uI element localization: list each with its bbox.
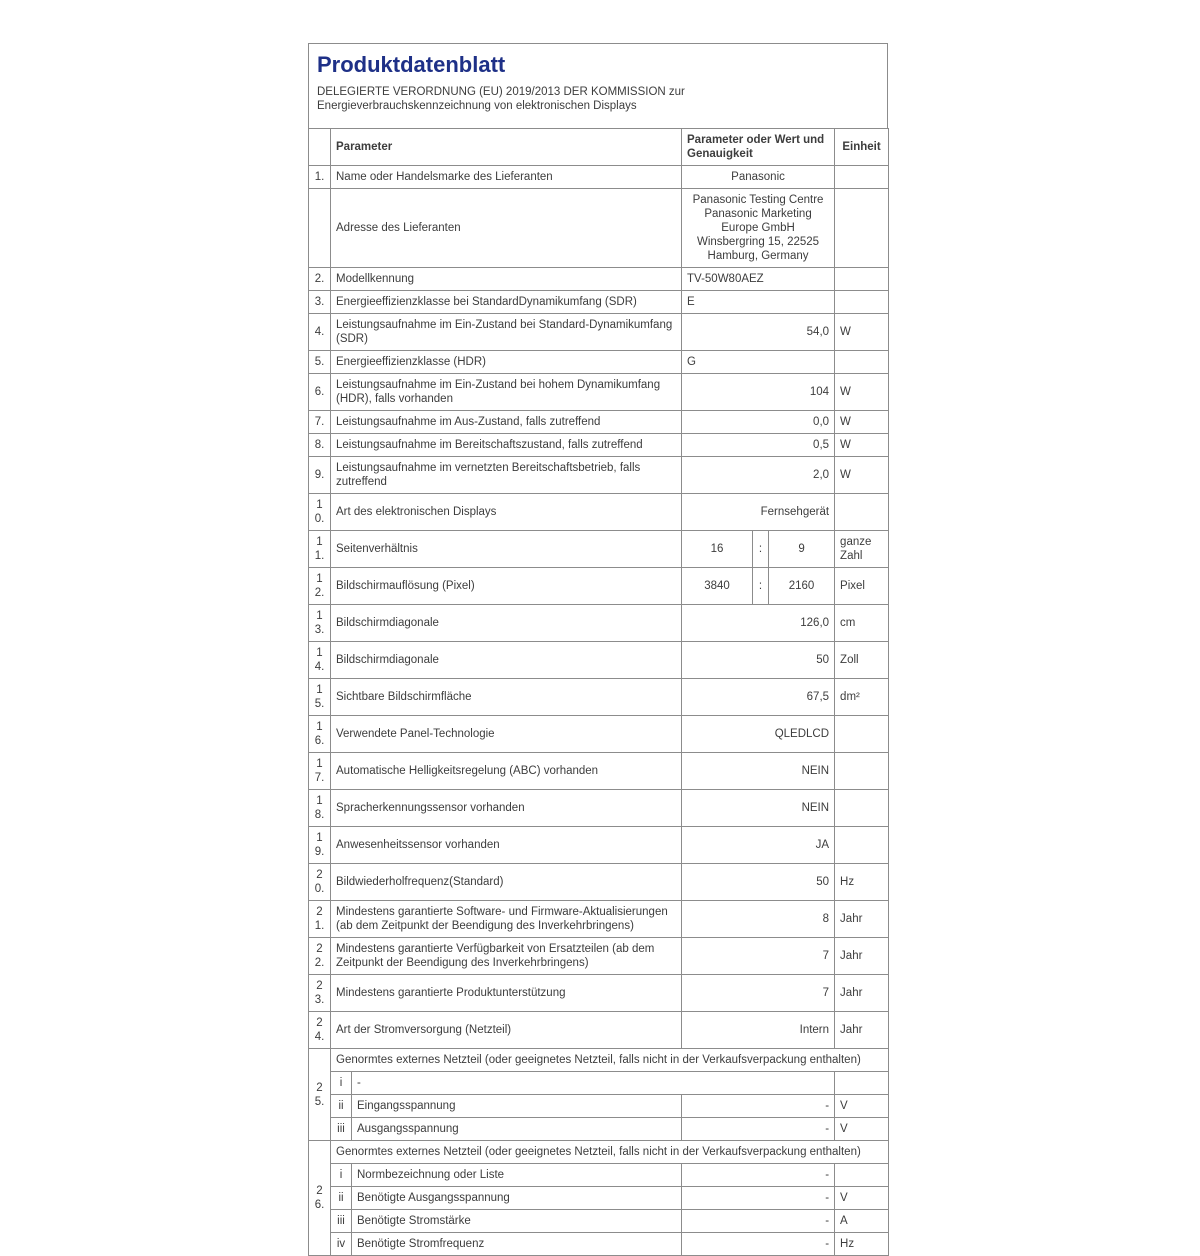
row-value: 0,0	[682, 411, 835, 434]
row-unit: Jahr	[835, 1012, 889, 1049]
subrow-value: -	[682, 1095, 835, 1118]
row-label: Mindestens garantierte Verfügbarkeit von Ersatzteilen (ab dem Zeitpunkt der Beendigung des Inverkehrbringens)	[331, 938, 682, 975]
row-unit	[835, 753, 889, 790]
row-value: 126,0	[682, 605, 835, 642]
row-value: Panasonic	[682, 166, 835, 189]
row-unit: W	[835, 374, 889, 411]
subrow-label: Benötigte Stromstärke	[352, 1210, 682, 1233]
row-unit: Hz	[835, 864, 889, 901]
row-value: 7	[682, 975, 835, 1012]
table-row	[309, 351, 889, 374]
table-subrow	[309, 1118, 889, 1141]
group-description: Genormtes externes Netzteil (oder geeignetes Netzteil, falls nicht in der Verkaufsverpackung enthalten)	[331, 1049, 889, 1072]
row-unit: W	[835, 314, 889, 351]
row-unit: Pixel	[835, 568, 889, 605]
row-number: 4.	[309, 314, 331, 351]
row-unit	[835, 827, 889, 864]
row-unit: Jahr	[835, 901, 889, 938]
header-parameter: Parameter	[331, 129, 682, 166]
row-unit	[835, 716, 889, 753]
row-number: 10.	[309, 494, 331, 531]
row-label: Leistungsaufnahme im Bereitschaftszustand, falls zutreffend	[331, 434, 682, 457]
row-label: Art des elektronischen Displays	[331, 494, 682, 531]
table-row	[309, 753, 889, 790]
row-value-first: 16	[682, 531, 753, 568]
row-label: Leistungsaufnahme im Ein-Zustand bei Standard-Dynamikumfang (SDR)	[331, 314, 682, 351]
row-value: 50	[682, 864, 835, 901]
row-unit: Jahr	[835, 975, 889, 1012]
table-row	[309, 790, 889, 827]
row-number: 7.	[309, 411, 331, 434]
subrow-label: Normbezeichnung oder Liste	[352, 1164, 682, 1187]
subrow-unit: Hz	[835, 1233, 889, 1256]
row-value: 54,0	[682, 314, 835, 351]
subrow-number: iv	[331, 1233, 352, 1256]
row-value: 50	[682, 642, 835, 679]
row-label: Leistungsaufnahme im Aus-Zustand, falls zutreffend	[331, 411, 682, 434]
subrow-number: ii	[331, 1095, 352, 1118]
table-row	[309, 291, 889, 314]
table-row	[309, 494, 889, 531]
row-value: 2,0	[682, 457, 835, 494]
row-number: 14.	[309, 642, 331, 679]
subtitle-line-2: Energieverbrauchskennzeichnung von elektronischen Displays	[317, 100, 637, 112]
row-unit: Zoll	[835, 642, 889, 679]
subrow-value: -	[682, 1164, 835, 1187]
row-number: 9.	[309, 457, 331, 494]
row-value: 8	[682, 901, 835, 938]
row-label: Name oder Handelsmarke des Lieferanten	[331, 166, 682, 189]
subrow-label: Ausgangsspannung	[352, 1118, 682, 1141]
table-row	[309, 975, 889, 1012]
row-number: 12.	[309, 568, 331, 605]
table-row	[309, 374, 889, 411]
subrow-label: Benötigte Stromfrequenz	[352, 1233, 682, 1256]
row-label: Bildschirmauflösung (Pixel)	[331, 568, 682, 605]
subrow-unit	[835, 1164, 889, 1187]
subrow-value: -	[682, 1233, 835, 1256]
table-header-row	[309, 129, 889, 166]
row-label: Adresse des Lieferanten	[331, 189, 682, 268]
row-value: JA	[682, 827, 835, 864]
row-value: G	[682, 351, 835, 374]
row-number: 6.	[309, 374, 331, 411]
table-subrow	[309, 1187, 889, 1210]
row-number: 21.	[309, 901, 331, 938]
row-number: 13.	[309, 605, 331, 642]
row-value: 7	[682, 938, 835, 975]
row-label: Energieeffizienzklasse bei StandardDynamikumfang (SDR)	[331, 291, 682, 314]
row-number: 18.	[309, 790, 331, 827]
row-number: 5.	[309, 351, 331, 374]
subrow-value: -	[682, 1187, 835, 1210]
row-label: Bildwiederholfrequenz(Standard)	[331, 864, 682, 901]
subrow-number: iii	[331, 1210, 352, 1233]
row-label: Anwesenheitssensor vorhanden	[331, 827, 682, 864]
row-number: 25.	[309, 1049, 331, 1141]
row-value: Fernsehgerät	[682, 494, 835, 531]
row-number: 8.	[309, 434, 331, 457]
row-value-second: 9	[769, 531, 835, 568]
row-number: 2.	[309, 268, 331, 291]
table-row	[309, 268, 889, 291]
row-label: Seitenverhältnis	[331, 531, 682, 568]
subrow-label: -	[352, 1072, 835, 1095]
table-row	[309, 189, 889, 268]
row-value: TV-50W80AEZ	[682, 268, 835, 291]
subrow-number: ii	[331, 1187, 352, 1210]
row-unit: ganze Zahl	[835, 531, 889, 568]
subrow-unit: A	[835, 1210, 889, 1233]
table-subrow	[309, 1164, 889, 1187]
row-number: 26.	[309, 1141, 331, 1256]
table-subrow	[309, 1095, 889, 1118]
row-unit	[835, 268, 889, 291]
table-row	[309, 1012, 889, 1049]
subrow-label: Eingangsspannung	[352, 1095, 682, 1118]
product-datasheet-table	[308, 128, 889, 1256]
row-value: NEIN	[682, 753, 835, 790]
row-number: 22.	[309, 938, 331, 975]
row-value: NEIN	[682, 790, 835, 827]
subrow-unit	[835, 1072, 889, 1095]
ratio-separator: :	[753, 531, 769, 568]
table-row	[309, 938, 889, 975]
row-unit	[835, 291, 889, 314]
table-row	[309, 166, 889, 189]
table-row	[309, 314, 889, 351]
subrow-unit: V	[835, 1095, 889, 1118]
row-unit	[835, 166, 889, 189]
header-value: Parameter oder Wert und Genauigkeit	[682, 129, 835, 166]
row-number: 16.	[309, 716, 331, 753]
row-unit: W	[835, 457, 889, 494]
row-unit: W	[835, 411, 889, 434]
row-number: 19.	[309, 827, 331, 864]
subrow-unit: V	[835, 1187, 889, 1210]
page-subtitle	[317, 85, 879, 113]
row-unit: W	[835, 434, 889, 457]
subrow-number: i	[331, 1072, 352, 1095]
row-label: Leistungsaufnahme im Ein-Zustand bei hohem Dynamikumfang (HDR), falls vorhanden	[331, 374, 682, 411]
table-row	[309, 605, 889, 642]
table-row	[309, 457, 889, 494]
row-value-second: 2160	[769, 568, 835, 605]
header-unit: Einheit	[835, 129, 889, 166]
row-number: 3.	[309, 291, 331, 314]
title-block	[308, 43, 888, 128]
row-label: Spracherkennungssensor vorhanden	[331, 790, 682, 827]
table-group-row	[309, 1141, 889, 1164]
row-number: 15.	[309, 679, 331, 716]
table-row	[309, 901, 889, 938]
table-subrow	[309, 1233, 889, 1256]
row-label: Art der Stromversorgung (Netzteil)	[331, 1012, 682, 1049]
row-number: 17.	[309, 753, 331, 790]
row-label: Automatische Helligkeitsregelung (ABC) vorhanden	[331, 753, 682, 790]
subrow-number: i	[331, 1164, 352, 1187]
subrow-value: -	[682, 1210, 835, 1233]
table-subrow	[309, 1210, 889, 1233]
page-title: Produktdatenblatt	[317, 52, 506, 77]
row-label: Bildschirmdiagonale	[331, 605, 682, 642]
table-row	[309, 568, 889, 605]
row-unit	[835, 189, 889, 268]
group-description: Genormtes externes Netzteil (oder geeignetes Netzteil, falls nicht in der Verkaufsverpackung enthalten)	[331, 1141, 889, 1164]
table-row	[309, 642, 889, 679]
row-label: Mindestens garantierte Software- und Firmware-Aktualisierungen (ab dem Zeitpunkt der Beendigung des Inverkehrbringens)	[331, 901, 682, 938]
table-row	[309, 864, 889, 901]
row-value: Panasonic Testing Centre Panasonic Marketing Europe GmbH Winsbergring 15, 22525 Hamburg, Germany	[682, 189, 835, 268]
row-value: E	[682, 291, 835, 314]
row-value: 104	[682, 374, 835, 411]
table-subrow	[309, 1072, 889, 1095]
row-number: 23.	[309, 975, 331, 1012]
row-label: Energieeffizienzklasse (HDR)	[331, 351, 682, 374]
table-row	[309, 679, 889, 716]
row-unit	[835, 790, 889, 827]
row-label: Modellkennung	[331, 268, 682, 291]
row-number: 24.	[309, 1012, 331, 1049]
row-label: Mindestens garantierte Produktunterstützung	[331, 975, 682, 1012]
header-number-cell	[309, 129, 331, 166]
subrow-label: Benötigte Ausgangsspannung	[352, 1187, 682, 1210]
row-label: Leistungsaufnahme im vernetzten Bereitschaftsbetrieb, falls zutreffend	[331, 457, 682, 494]
row-unit: dm²	[835, 679, 889, 716]
row-label: Sichtbare Bildschirmfläche	[331, 679, 682, 716]
row-unit	[835, 494, 889, 531]
row-value: 0,5	[682, 434, 835, 457]
subrow-unit: V	[835, 1118, 889, 1141]
row-label: Bildschirmdiagonale	[331, 642, 682, 679]
row-unit: Jahr	[835, 938, 889, 975]
row-unit: cm	[835, 605, 889, 642]
table-group-row	[309, 1049, 889, 1072]
subrow-number: iii	[331, 1118, 352, 1141]
row-unit	[835, 351, 889, 374]
row-value: 67,5	[682, 679, 835, 716]
row-label: Verwendete Panel-Technologie	[331, 716, 682, 753]
table-row	[309, 411, 889, 434]
table-row	[309, 531, 889, 568]
row-value: Intern	[682, 1012, 835, 1049]
ratio-separator: :	[753, 568, 769, 605]
row-number: 1.	[309, 166, 331, 189]
row-number: 11.	[309, 531, 331, 568]
subtitle-line-1: DELEGIERTE VERORDNUNG (EU) 2019/2013 DER KOMMISSION zur	[317, 86, 685, 98]
subrow-value: -	[682, 1118, 835, 1141]
table-row	[309, 827, 889, 864]
table-row	[309, 716, 889, 753]
row-value-first: 3840	[682, 568, 753, 605]
row-value: QLEDLCD	[682, 716, 835, 753]
table-row	[309, 434, 889, 457]
product-datasheet	[308, 43, 888, 1256]
row-number	[309, 189, 331, 268]
row-number: 20.	[309, 864, 331, 901]
